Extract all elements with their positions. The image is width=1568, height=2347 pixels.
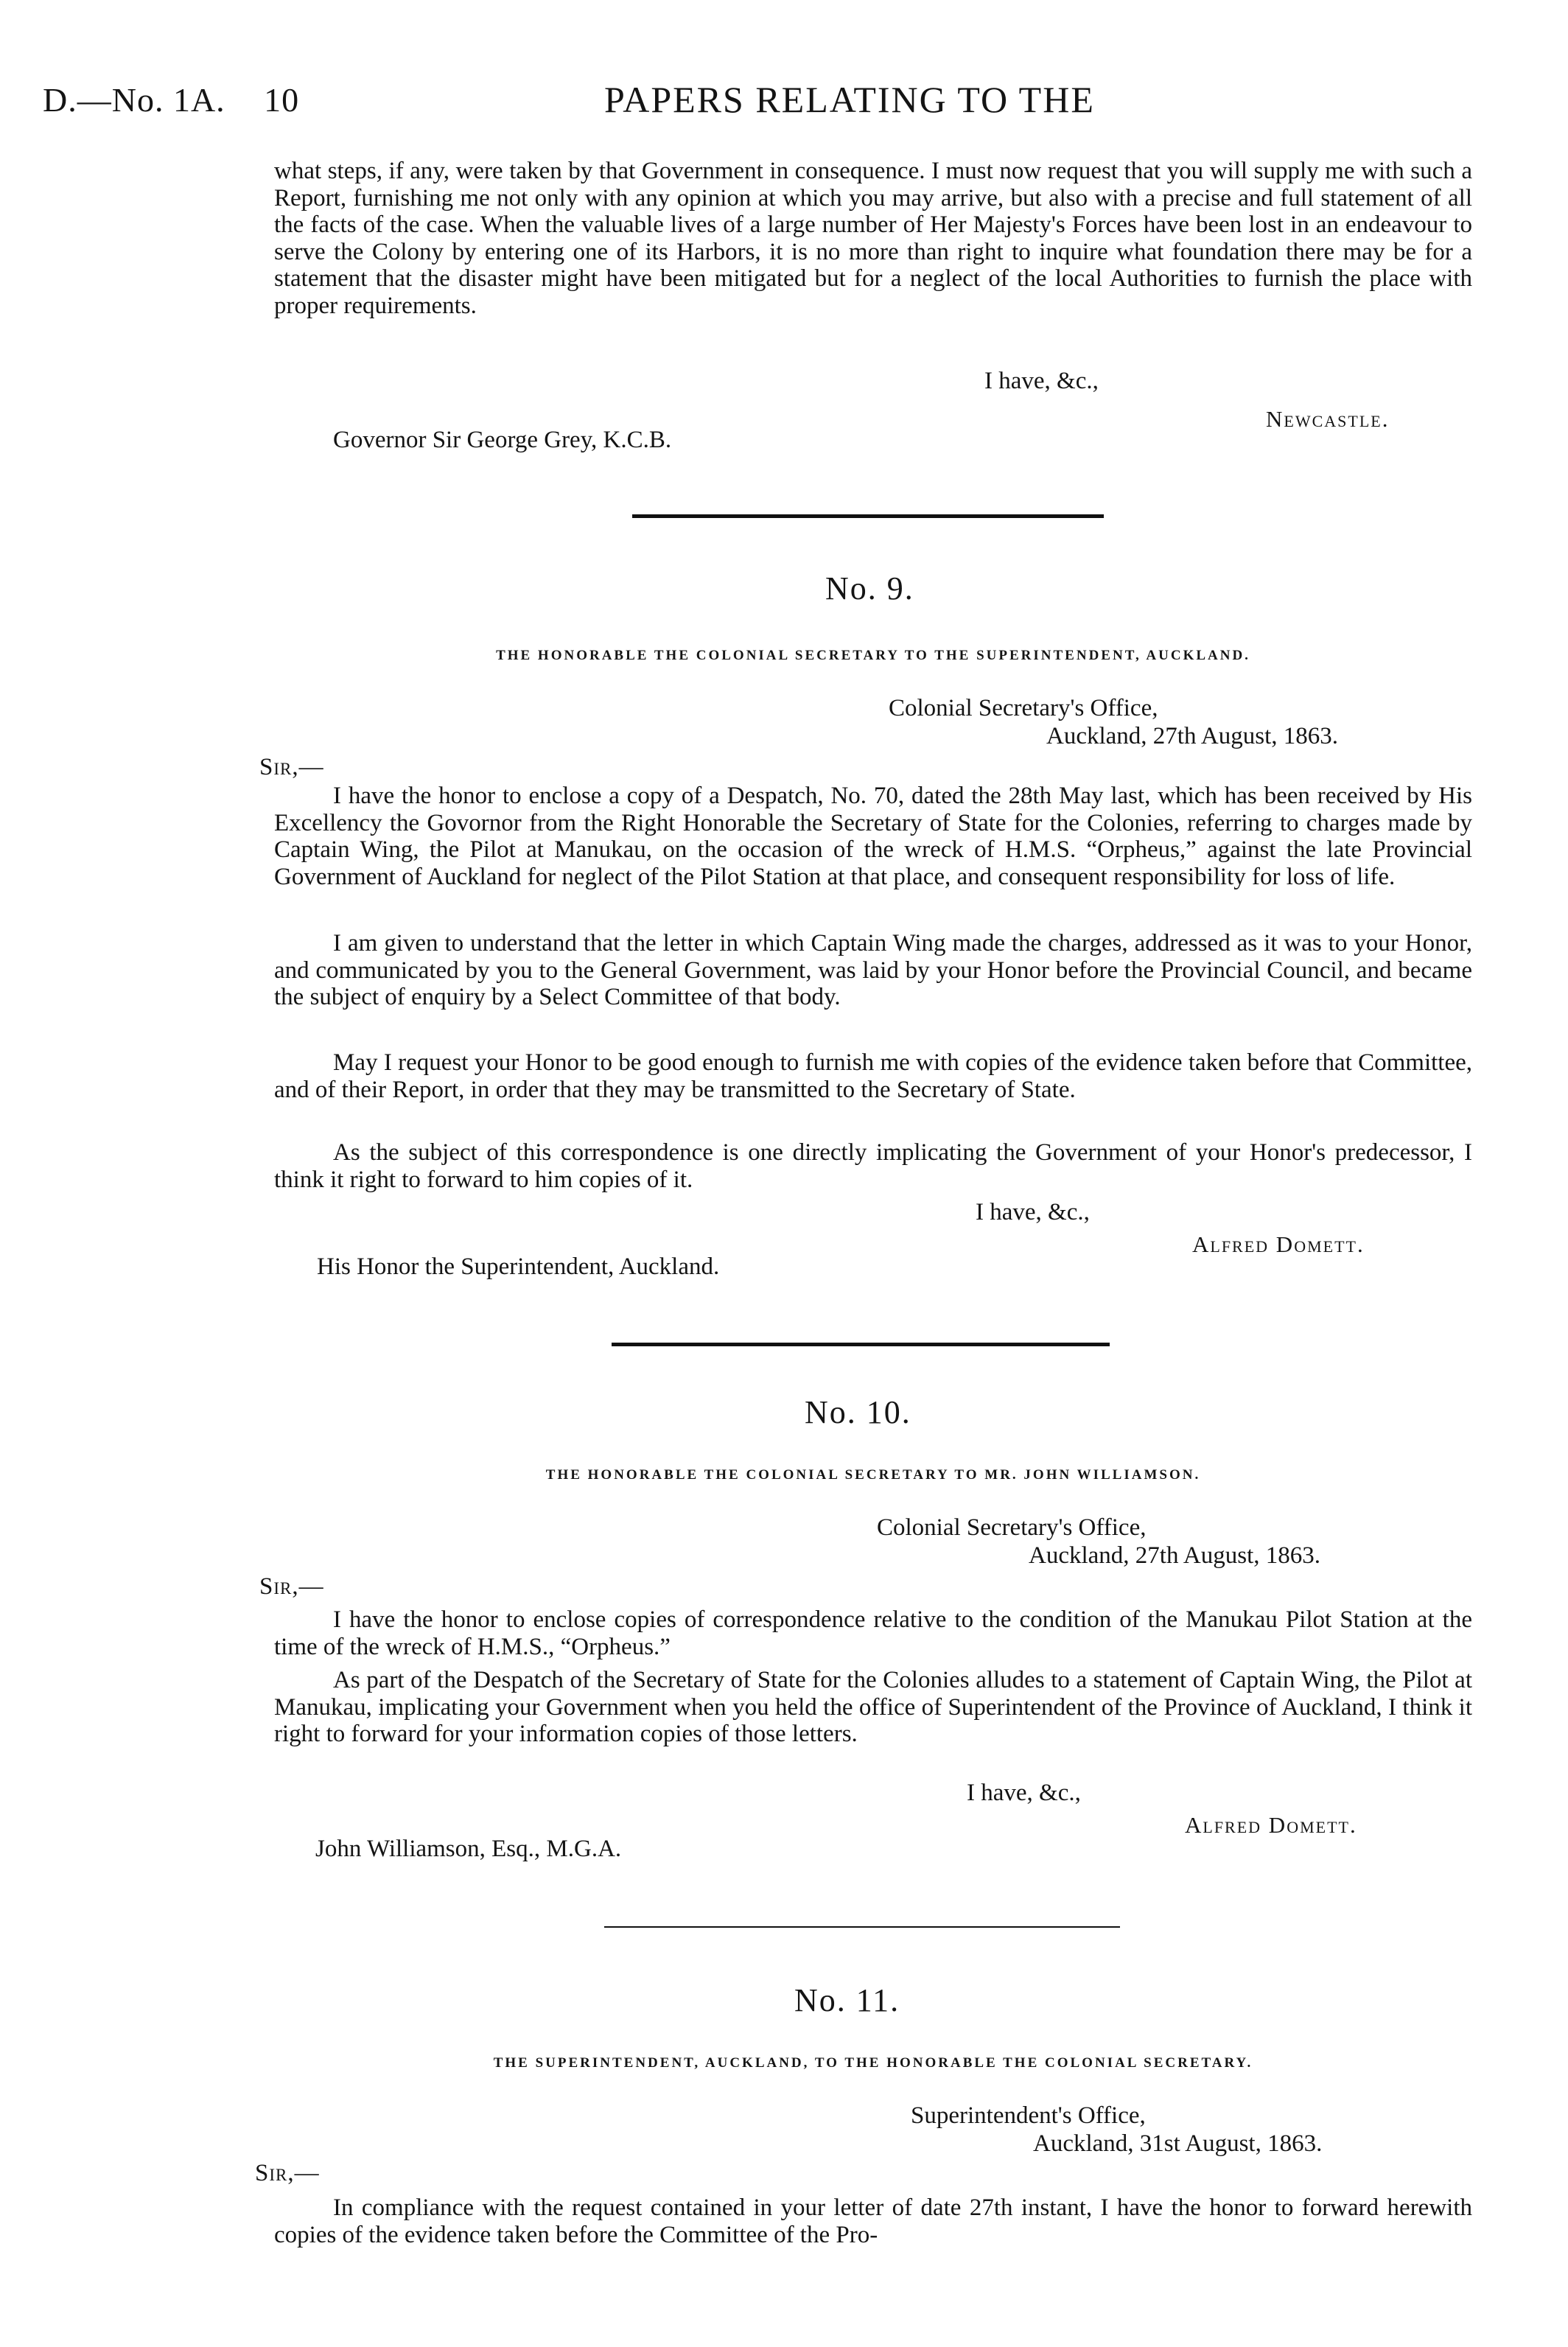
letter-10-paragraph-1: I have the honor to enclose copies of correspondence relative to the condition of the Manukau Pilot Station at the time of the wreck of H.M.S., “Orpheus.” — [274, 1606, 1472, 1660]
page-title: PAPERS RELATING TO THE — [604, 79, 1095, 120]
section-divider — [632, 514, 1104, 518]
continuation-closing: I have, &c., — [984, 368, 1099, 394]
letter-9-salutation: Sir,— — [259, 754, 324, 780]
letter-11-paragraph-1: In compliance with the request contained in your letter of date 27th instant, I have the honor to forward herewith copies of the evidence taken before the Committee of the Pro- — [274, 2194, 1472, 2248]
letter-9-date: Auckland, 27th August, 1863. — [1046, 723, 1338, 749]
letter-11-office: Superintendent's Office, — [911, 2102, 1146, 2129]
letter-11-date: Auckland, 31st August, 1863. — [1033, 2130, 1323, 2157]
section-divider — [604, 1926, 1120, 1928]
letter-11-subheading: THE SUPERINTENDENT, AUCKLAND, TO THE HONORABLE THE COLONIAL SECRETARY. — [493, 2055, 1253, 2071]
letter-9-paragraph-3: May I request your Honor to be good enough to furnish me with copies of the evidence taken before that Committee, and of their Report, in order that they may be transmitted to the Secretary of State. — [274, 1049, 1472, 1103]
letter-10-subheading: THE HONORABLE THE COLONIAL SECRETARY TO MR. JOHN WILLIAMSON. — [545, 1467, 1201, 1483]
letter-10-paragraph-2: As part of the Despatch of the Secretary of State for the Colonies alludes to a statement of Captain Wing, the Pilot at Manukau, implicating your Government when you held the office of Superintendent of the Province of Auckland, I think it right to forward for your information copies of those letters. — [274, 1667, 1472, 1748]
letter-9-signature: Alfred Domett. — [1192, 1231, 1365, 1257]
letter-10-date: Auckland, 27th August, 1863. — [1029, 1542, 1320, 1569]
letter-9-paragraph-2: I am given to understand that the letter in which Captain Wing made the charges, addressed as it was to your Honor, and communicated by you to the General Government, was laid by your Honor before the Provincial Council, and became the subject of enquiry by a Select Committee of that body. — [274, 930, 1472, 1011]
page-number: 10 — [264, 81, 300, 119]
letter-9-subheading: THE HONORABLE THE COLONIAL SECRETARY TO THE SUPERINTENDENT, AUCKLAND. — [496, 648, 1250, 663]
continuation-paragraph: what steps, if any, were taken by that Government in consequence. I must now request that you will supply me with such a Report, furnishing me not only with any opinion at which you may arrive, but also with a precise and full statement of all the facts of the case. When the valuable lives of a large number of Her Majesty's Forces have been lost in an endeavour to serve the Colony by entering one of its Harbors, it is no more than right to inquire what foundation there may be for a statement that the disaster might have been mitigated but for a neglect of the local Authorities to furnish the place with proper requirements. — [274, 158, 1472, 319]
letter-10-office: Colonial Secretary's Office, — [877, 1514, 1147, 1541]
letter-9-number: No. 9. — [825, 570, 914, 606]
letter-10-number: No. 10. — [805, 1394, 911, 1430]
letter-9-office: Colonial Secretary's Office, — [889, 695, 1158, 721]
section-divider — [612, 1343, 1110, 1346]
continuation-addressee: Governor Sir George Grey, K.C.B. — [333, 427, 672, 453]
letter-9-paragraph-4: As the subject of this correspondence is one directly implicating the Government of your Honor's predecessor, I think it right to forward to him copies of it. — [274, 1139, 1472, 1193]
letter-10-closing: I have, &c., — [967, 1780, 1081, 1806]
letter-11-salutation: Sir,— — [255, 2160, 320, 2186]
letter-9-paragraph-1: I have the honor to enclose a copy of a Despatch, No. 70, dated the 28th May last, which has been received by His Excellency the Govornor from the Right Honorable the Secretary of State for the Colonies, referring to charges made by Captain Wing, the Pilot at Manukau, on the occasion of the wreck of H.M.S. “Orpheus,” against the late Provincial Government of Auckland for neglect of the Pilot Station at that place, and consequent responsibility for loss of life. — [274, 783, 1472, 890]
letter-9-addressee: His Honor the Superintendent, Auckland. — [317, 1253, 720, 1280]
letter-10-signature: Alfred Domett. — [1185, 1812, 1357, 1838]
letter-10-salutation: Sir,— — [259, 1573, 324, 1600]
letter-9-closing: I have, &c., — [976, 1199, 1090, 1225]
letter-11-number: No. 11. — [794, 1982, 900, 2018]
letter-10-addressee: John Williamson, Esq., M.G.A. — [315, 1836, 622, 1862]
document-reference — [43, 80, 299, 121]
document-ref-label: D.—No. 1A. — [43, 81, 225, 119]
continuation-signature: Newcastle. — [1266, 406, 1390, 432]
